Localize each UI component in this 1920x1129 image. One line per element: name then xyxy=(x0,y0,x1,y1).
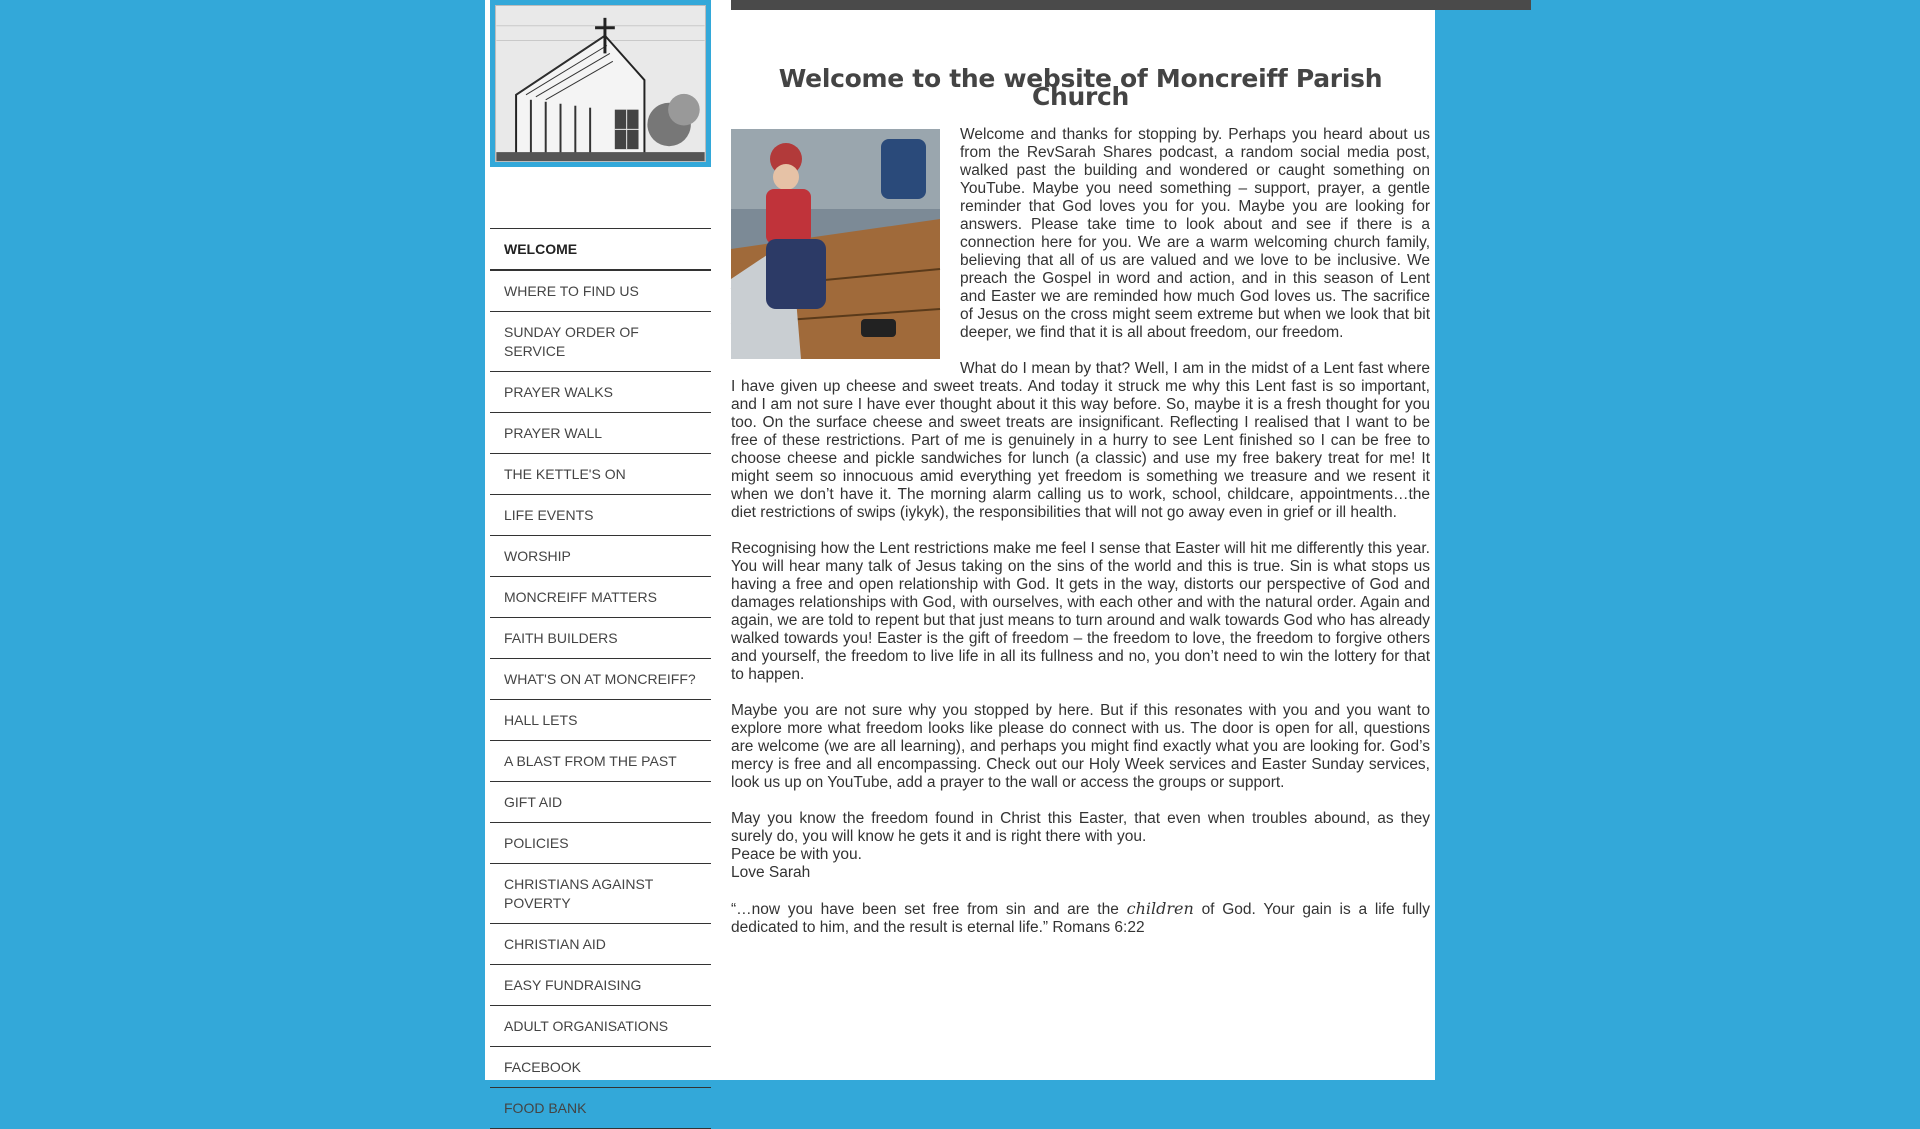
body-paragraph-2: What do I mean by that? Well, I am in the midst of a Lent fast where I have given up cheese and sweet treats. And today it struck me why this Lent fast is so important, and I am not sure I have ever thought about it this way before. So, maybe it is a fresh thought for you too. On the surface cheese and sweet treats are insignificant. Reflecting I realised that I want to be free of these restrictions. Part of me is genuinely in a hurry to see Lent finished so I can be free to choose cheese and pickle sandwiches for lunch (a classic) and use my free bakery treat for me! It might seem so innocuous amid everything yet freedom is something we treasure and we resent it when we don’t have it. The morning alarm calling us to work, school, childcare, appointments…the diet restrictions of swips (iykyk), the responsibilities that will not go away even in grief or ill health. xyxy=(731,360,1430,521)
nav-item-where-to-find-us[interactable]: WHERE TO FIND US xyxy=(490,271,711,312)
nav-item-prayer-walks[interactable]: PRAYER WALKS xyxy=(490,372,711,413)
nav-item-the-kettles-on[interactable]: THE KETTLE'S ON xyxy=(490,454,711,495)
nav-item-hall-lets[interactable]: HALL LETS xyxy=(490,700,711,741)
main-content xyxy=(731,64,1430,955)
nav-item-food-bank[interactable]: FOOD BANK xyxy=(490,1088,711,1129)
verse-italic-word: children xyxy=(1126,899,1194,918)
nav-item-easy-fundraising[interactable]: EASY FUNDRAISING xyxy=(490,965,711,1006)
nav-item-worship[interactable]: WORSHIP xyxy=(490,536,711,577)
church-logo-frame[interactable] xyxy=(490,0,711,167)
nav-item-a-blast-from-the-past[interactable]: A BLAST FROM THE PAST xyxy=(490,741,711,782)
bible-verse xyxy=(731,900,1430,937)
minister-sailing-photo xyxy=(731,129,940,359)
body-paragraph-3: Recognising how the Lent restrictions make me feel I sense that Easter will hit me differently this year. You will hear many talk of Jesus taking on the sins of the world and this is true. Sin is what stops us having a free and open relationship with God. It gets in the way, distorts our perspective of God and damages relationships with God, with ourselves, with each other and with the natural order. Again and again, we are told to repent but that just means to turn around and walk towards God who has already walked towards you! Easter is the gift of freedom – the freedom to love, the freedom to forgive others and yourself, the freedom to live life in all its fullness and no, you don’t need to win the lottery for that to happen. xyxy=(731,540,1430,683)
body-paragraph-5: May you know the freedom found in Christ this Easter, that even when troubles abound, as they surely do, you will know he gets it and is right there with you. xyxy=(731,810,1430,845)
verse-text-2: of God. Your gain is a life fully dedicated to him, and the result is eternal life.” Romans 6:22 xyxy=(731,901,1430,936)
nav-item-moncreiff-matters[interactable]: MONCREIFF MATTERS xyxy=(490,577,711,618)
nav-item-gift-aid[interactable]: GIFT AID xyxy=(490,782,711,823)
nav-item-prayer-wall[interactable]: PRAYER WALL xyxy=(490,413,711,454)
signoff-peace: Peace be with you. xyxy=(731,846,862,863)
nav-item-sunday-order-of-service[interactable]: SUNDAY ORDER OF SERVICE xyxy=(490,312,711,372)
top-bar xyxy=(731,0,1531,10)
body-paragraph-4: Maybe you are not sure why you stopped by here. But if this resonates with you and you want to explore more what freedom looks like please do connect with us. The door is open for all, questions are welcome (we are all learning), and perhaps you might find exactly what you are looking for. God’s mercy is free and all encompassing. Check out our Holy Week services and Easter Sunday services, look us up on YouTube, add a prayer to the wall or access the groups or support. xyxy=(731,702,1430,791)
nav-item-christian-aid[interactable]: CHRISTIAN AID xyxy=(490,924,711,965)
nav-item-policies[interactable]: POLICIES xyxy=(490,823,711,864)
verse-text-1: “…now you have been set free from sin and are the xyxy=(731,901,1127,918)
nav-item-whats-on[interactable]: WHAT'S ON AT MONCREIFF? xyxy=(490,659,711,700)
nav-item-christians-against-poverty[interactable]: CHRISTIANS AGAINST POVERTY xyxy=(490,864,711,924)
nav-item-welcome[interactable]: WELCOME xyxy=(490,229,711,271)
church-sketch-logo[interactable] xyxy=(495,5,706,162)
nav-item-faith-builders[interactable]: FAITH BUILDERS xyxy=(490,618,711,659)
sidebar-nav xyxy=(490,228,711,1129)
signoff-name: Love Sarah xyxy=(731,864,811,881)
intro-paragraph: Welcome and thanks for stopping by. Perhaps you heard about us from the RevSarah Shares podcast, a random social media post, walked past the building and wondered or caught something on YouTube. Maybe you need something – support, prayer, a gentle reminder that God loves you for you. Maybe you are looking for answers. Please take time to look about and see if there is a connection here for you. We are a warm welcoming church family, believing that all of us are valued and we love to be inclusive. We preach the Gospel in word and action, and in this season of Lent and Easter we are reminded how much God loves us. The sacrifice of Jesus on the cross might seem extreme but when we look that bit deeper, we find that it is all about freedom, our freedom. xyxy=(960,126,1430,341)
sidebar xyxy=(490,0,711,1116)
nav-item-life-events[interactable]: LIFE EVENTS xyxy=(490,495,711,536)
page-title: Welcome to the website of Moncreiff Parish Church xyxy=(778,64,1383,111)
nav-item-facebook[interactable]: FACEBOOK xyxy=(490,1047,711,1088)
nav-item-adult-organisations[interactable]: ADULT ORGANISATIONS xyxy=(490,1006,711,1047)
